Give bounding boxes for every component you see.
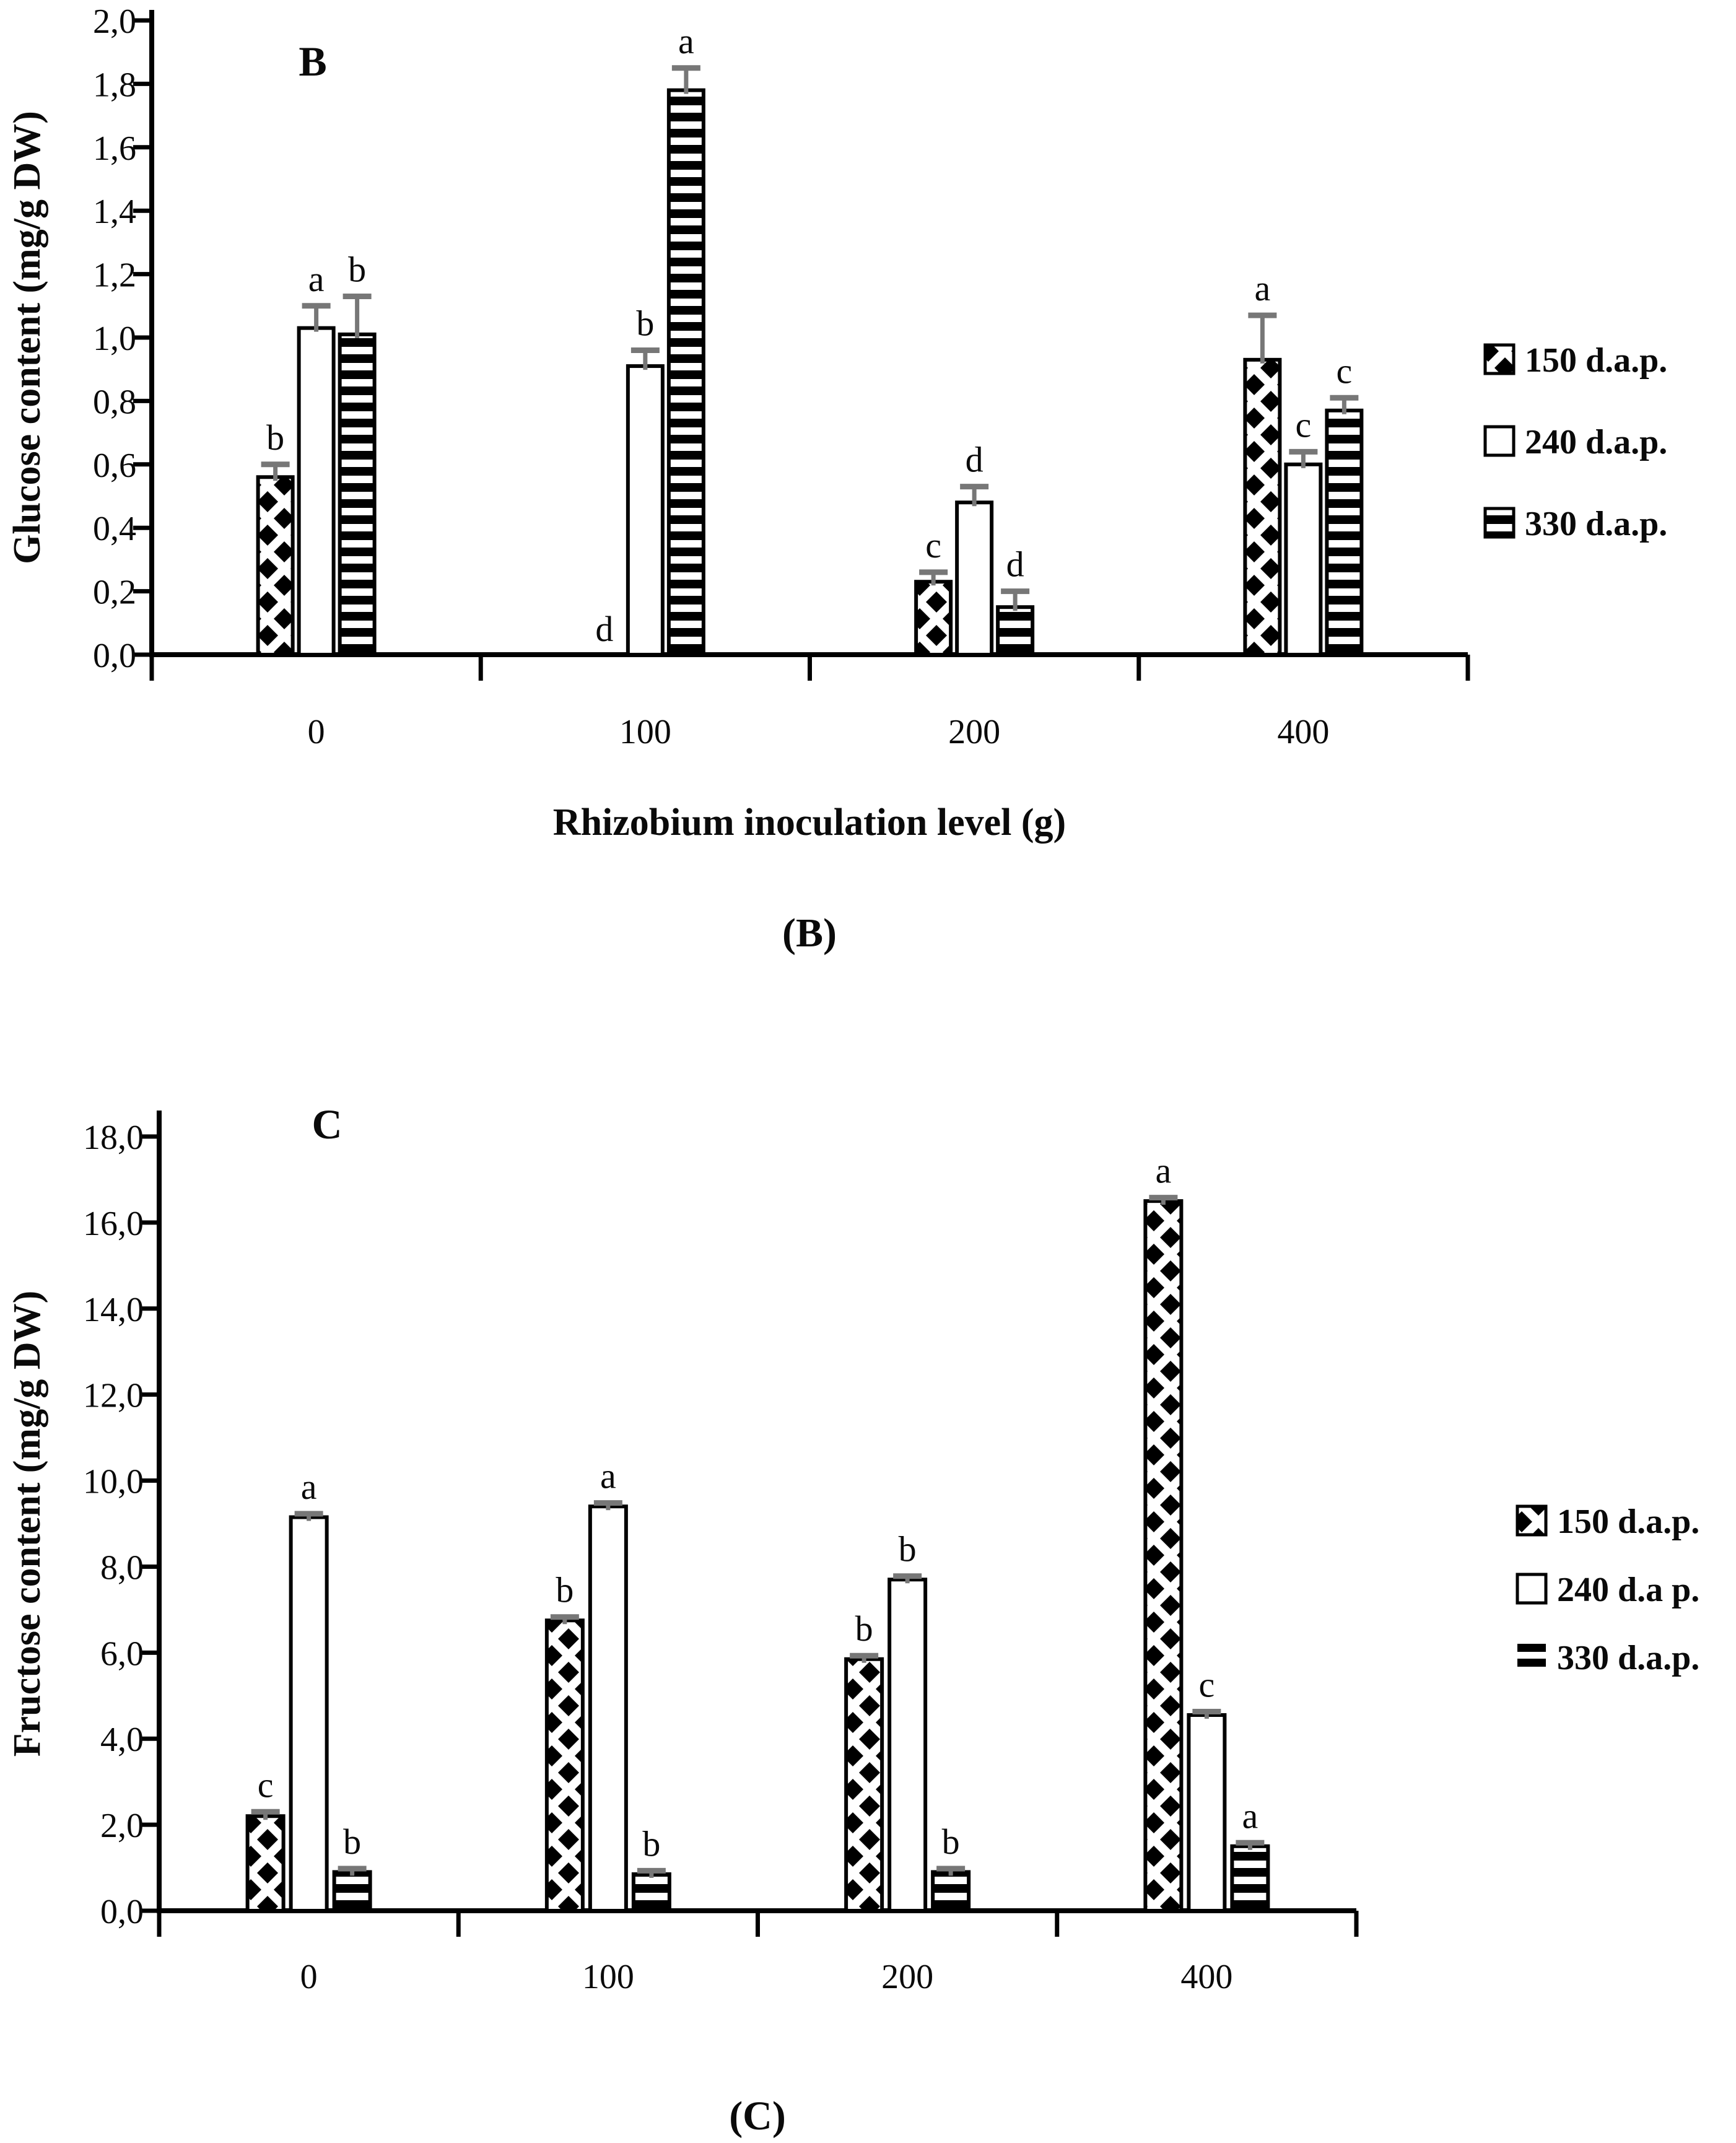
y-tick-label: 1,6	[93, 129, 136, 168]
y-tick-label: 2,0	[93, 2, 136, 41]
significance-letter: a	[1155, 1150, 1172, 1191]
y-tick-label: 0,0	[93, 637, 136, 675]
y-tick-label: 0,8	[93, 383, 136, 422]
bar	[1232, 1846, 1268, 1911]
x-tick-label: 400	[1277, 713, 1330, 751]
bar	[547, 1620, 583, 1911]
bar	[634, 1874, 670, 1911]
significance-letter: c	[257, 1765, 274, 1805]
significance-letter: a	[300, 1467, 317, 1508]
bar	[291, 1517, 327, 1911]
significance-letter: a	[1254, 268, 1271, 309]
x-axis-title-b: Rhizobium inoculation level (g)	[552, 801, 1066, 844]
bar	[846, 1659, 882, 1911]
bar	[258, 477, 293, 655]
bar	[957, 502, 992, 655]
significance-letter: b	[348, 249, 367, 290]
legend-label: 240 d.a p.	[1557, 1571, 1700, 1609]
significance-letter: c	[1336, 351, 1353, 391]
bar	[1145, 1201, 1181, 1911]
bar	[340, 334, 375, 655]
caption-c: (C)	[729, 2093, 786, 2139]
bar	[1327, 411, 1361, 655]
legend-label: 150 d.a.p.	[1525, 341, 1668, 380]
significance-letter: a	[308, 258, 325, 299]
significance-letter: b	[343, 1821, 362, 1862]
bar	[916, 582, 951, 655]
bar	[248, 1816, 284, 1911]
y-axis-title-c: Fructose content (mg/g DW)	[6, 1290, 48, 1757]
significance-letter: b	[898, 1529, 917, 1569]
legend-swatch	[1517, 1574, 1546, 1603]
bar	[998, 607, 1032, 655]
significance-letter: a	[1242, 1796, 1258, 1836]
y-tick-label: 6,0	[100, 1635, 144, 1674]
y-tick-label: 8,0	[100, 1548, 144, 1587]
legend-swatch	[1485, 508, 1514, 537]
significance-letter: a	[600, 1456, 616, 1496]
x-tick-label: 200	[881, 1958, 934, 1996]
bar	[889, 1579, 925, 1911]
y-tick-label: 1,2	[93, 256, 136, 295]
y-tick-label: 12,0	[83, 1376, 144, 1415]
significance-letter: c	[1198, 1664, 1215, 1705]
legend-swatch-stripe	[1517, 1644, 1546, 1652]
bar	[933, 1872, 969, 1911]
bar	[1245, 360, 1280, 655]
legend-label: 150 d.a.p.	[1557, 1503, 1700, 1541]
x-tick-label: 200	[948, 713, 1001, 751]
significance-letter: b	[642, 1823, 661, 1864]
significance-letter: c	[1295, 404, 1312, 445]
significance-letter: d	[1006, 544, 1024, 585]
significance-letter: b	[266, 417, 285, 458]
y-tick-label: 1,0	[93, 320, 136, 358]
y-tick-label: 1,4	[93, 193, 136, 232]
y-tick-label: 0,6	[93, 446, 136, 485]
bar	[1189, 1715, 1224, 1911]
y-axis-title-b: Glucose content (mg/g DW)	[6, 111, 48, 564]
x-tick-label: 100	[619, 713, 671, 751]
y-tick-label: 2,0	[100, 1807, 144, 1846]
legend-swatch	[1485, 345, 1514, 373]
y-tick-label: 16,0	[83, 1204, 144, 1243]
y-tick-label: 0,2	[93, 573, 136, 612]
significance-letter: a	[678, 20, 694, 61]
bar	[334, 1872, 370, 1911]
panel-letter-b: B	[299, 38, 327, 85]
y-tick-label: 18,0	[83, 1119, 144, 1157]
caption-b: (B)	[782, 910, 837, 956]
x-tick-label: 0	[300, 1958, 318, 1996]
significance-letter: b	[855, 1608, 873, 1649]
bar	[590, 1506, 626, 1911]
bar	[628, 366, 663, 655]
significance-letter: d	[965, 439, 984, 480]
legend-label: 240 d.a.p.	[1525, 423, 1668, 461]
significance-letter: b	[556, 1569, 574, 1610]
legend-swatch-stripe	[1517, 1659, 1546, 1667]
legend-swatch	[1517, 1506, 1546, 1535]
bar	[299, 328, 334, 655]
bar	[669, 90, 704, 655]
bar	[1286, 465, 1320, 655]
y-tick-label: 4,0	[100, 1721, 144, 1760]
x-tick-label: 100	[582, 1958, 634, 1996]
legend-label: 330 d.a.p.	[1525, 505, 1668, 543]
panel-letter-c: C	[312, 1101, 342, 1148]
x-tick-label: 400	[1180, 1958, 1233, 1996]
significance-letter: b	[636, 303, 655, 344]
y-tick-label: 1,8	[93, 66, 136, 105]
y-tick-label: 0,0	[100, 1893, 144, 1931]
y-tick-label: 14,0	[83, 1290, 144, 1329]
significance-letter: b	[941, 1821, 960, 1862]
legend-label: 330 d.a.p.	[1557, 1639, 1700, 1677]
y-tick-label: 0,4	[93, 510, 136, 549]
significance-letter: d	[595, 609, 614, 649]
x-tick-label: 0	[307, 713, 325, 751]
y-tick-label: 10,0	[83, 1462, 144, 1501]
significance-letter: c	[925, 525, 941, 565]
legend-swatch	[1485, 427, 1514, 455]
